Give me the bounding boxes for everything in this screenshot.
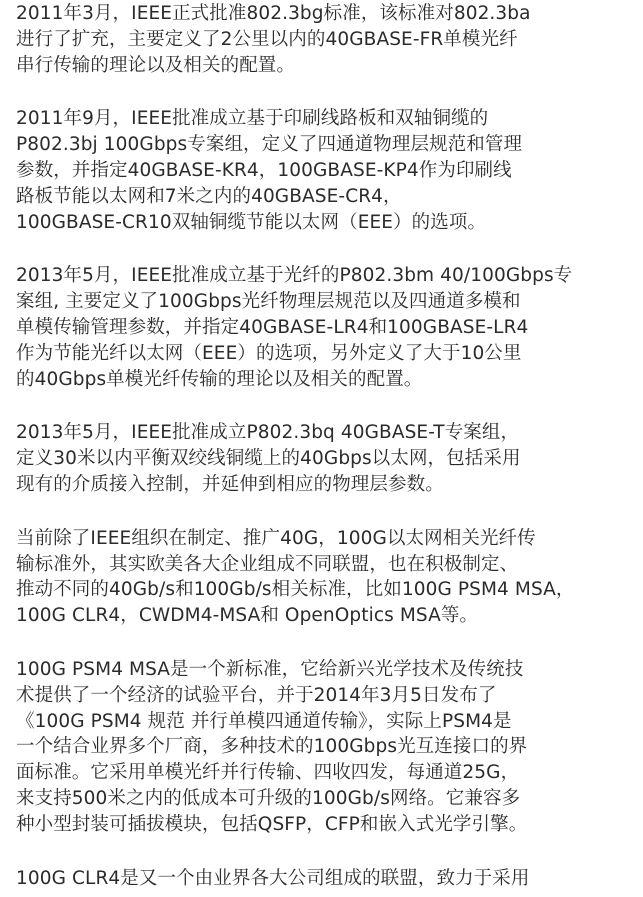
text-line: 100G CLR4是又一个由业界各大公司组成的联盟，致力于采用 bbox=[16, 867, 530, 889]
paragraph-msa-overview bbox=[16, 526, 631, 629]
text-line: 单模传输管理参数，并指定40GBASE-LR4和100GBASE-LR4 bbox=[16, 316, 529, 338]
paragraph-802-3bq bbox=[16, 420, 631, 497]
text-line: 《100G PSM4 规范 并行单模四通道传输》，实际上PSM4是 bbox=[16, 710, 512, 732]
text-line: 100G PSM4 MSA是一个新标准，它给新兴光学技术及传统技 bbox=[16, 658, 524, 680]
text-line: 来支持500米之内的低成本可升级的100Gb/s网络。它兼容多 bbox=[16, 787, 521, 809]
paragraph-gap bbox=[16, 629, 631, 657]
paragraph-gap bbox=[16, 78, 631, 106]
text-line: 2011年9月，IEEE批准成立基于印刷线路板和双轴铜缆的 bbox=[16, 108, 489, 130]
text-line: 术提供了一个经济的试验平台，并于2014年3月5日发布了 bbox=[16, 684, 497, 706]
text-line: 进行了扩充，主要定义了2公里以内的40GBASE-FR单模光纤 bbox=[16, 28, 518, 50]
text-line: 串行传输的理论以及相关的配置。 bbox=[16, 54, 296, 76]
article-body bbox=[16, 0, 631, 891]
text-line: 参数，并指定40GBASE-KR4，100GBASE-KP4作为印刷线 bbox=[16, 159, 512, 181]
paragraph-clr4 bbox=[16, 866, 631, 892]
text-line: 100G CLR4，CWDM4-MSA和 OpenOptics MSA等。 bbox=[16, 605, 479, 627]
text-line: 100GBASE-CR10双轴铜缆节能以太网（EEE）的选项。 bbox=[16, 211, 487, 233]
text-line: 定义30米以内平衡双绞线铜缆上的40Gbps以太网，包括采用 bbox=[16, 448, 521, 470]
text-line: 当前除了IEEE组织在制定、推广40G，100G以太网相关光纤传 bbox=[16, 527, 536, 549]
text-line: 现有的介质接入控制，并延伸到相应的物理层参数。 bbox=[16, 473, 444, 495]
paragraph-gap bbox=[16, 498, 631, 526]
paragraph-802-3bg bbox=[16, 1, 631, 78]
paragraph-gap bbox=[16, 235, 631, 263]
text-line: 的40Gbps单模光纤传输的理论以及相关的配置。 bbox=[16, 368, 423, 390]
text-line: 2013年5月，IEEE批准成立基于光纤的P802.3bm 40/100Gbps专 bbox=[16, 265, 573, 287]
paragraph-gap bbox=[16, 392, 631, 420]
text-line: 2011年3月，IEEE正式批准802.3bg标准，该标准对802.3ba bbox=[16, 3, 531, 24]
paragraph-psm4 bbox=[16, 657, 631, 838]
paragraph-802-3bm bbox=[16, 263, 631, 392]
paragraph-802-3bj bbox=[16, 106, 631, 235]
text-line: 2013年5月，IEEE批准成立P802.3bq 40GBASE-T专案组， bbox=[16, 422, 520, 444]
paragraph-gap bbox=[16, 838, 631, 866]
text-line: P802.3bj 100Gbps专案组，定义了四通道物理层规范和管理 bbox=[16, 134, 523, 156]
text-line: 推动不同的40Gb/s和100Gb/s相关标准，比如100G PSM4 MSA， bbox=[16, 579, 575, 601]
text-line: 输标准外，其实欧美各大企业组成不同联盟，也在积极制定、 bbox=[16, 553, 519, 575]
text-line: 面标准。它采用单模光纤并行传输、四收四发，每通道25G， bbox=[16, 762, 520, 784]
text-line: 作为节能光纤以太网（EEE）的选项，另外定义了大于10公里 bbox=[16, 342, 522, 364]
text-line: 一个结合业界多个厂商，多种技术的100Gbps光互连接口的界 bbox=[16, 736, 528, 758]
text-line: 路板节能以太网和7米之内的40GBASE-CR4， bbox=[16, 185, 402, 207]
text-line: 种小型封装可插拔模块，包括QSFP，CFP和嵌入式光学引擎。 bbox=[16, 813, 528, 835]
text-line: 案组, 主要定义了100Gbps光纤物理层规范以及四通道多模和 bbox=[16, 291, 521, 313]
